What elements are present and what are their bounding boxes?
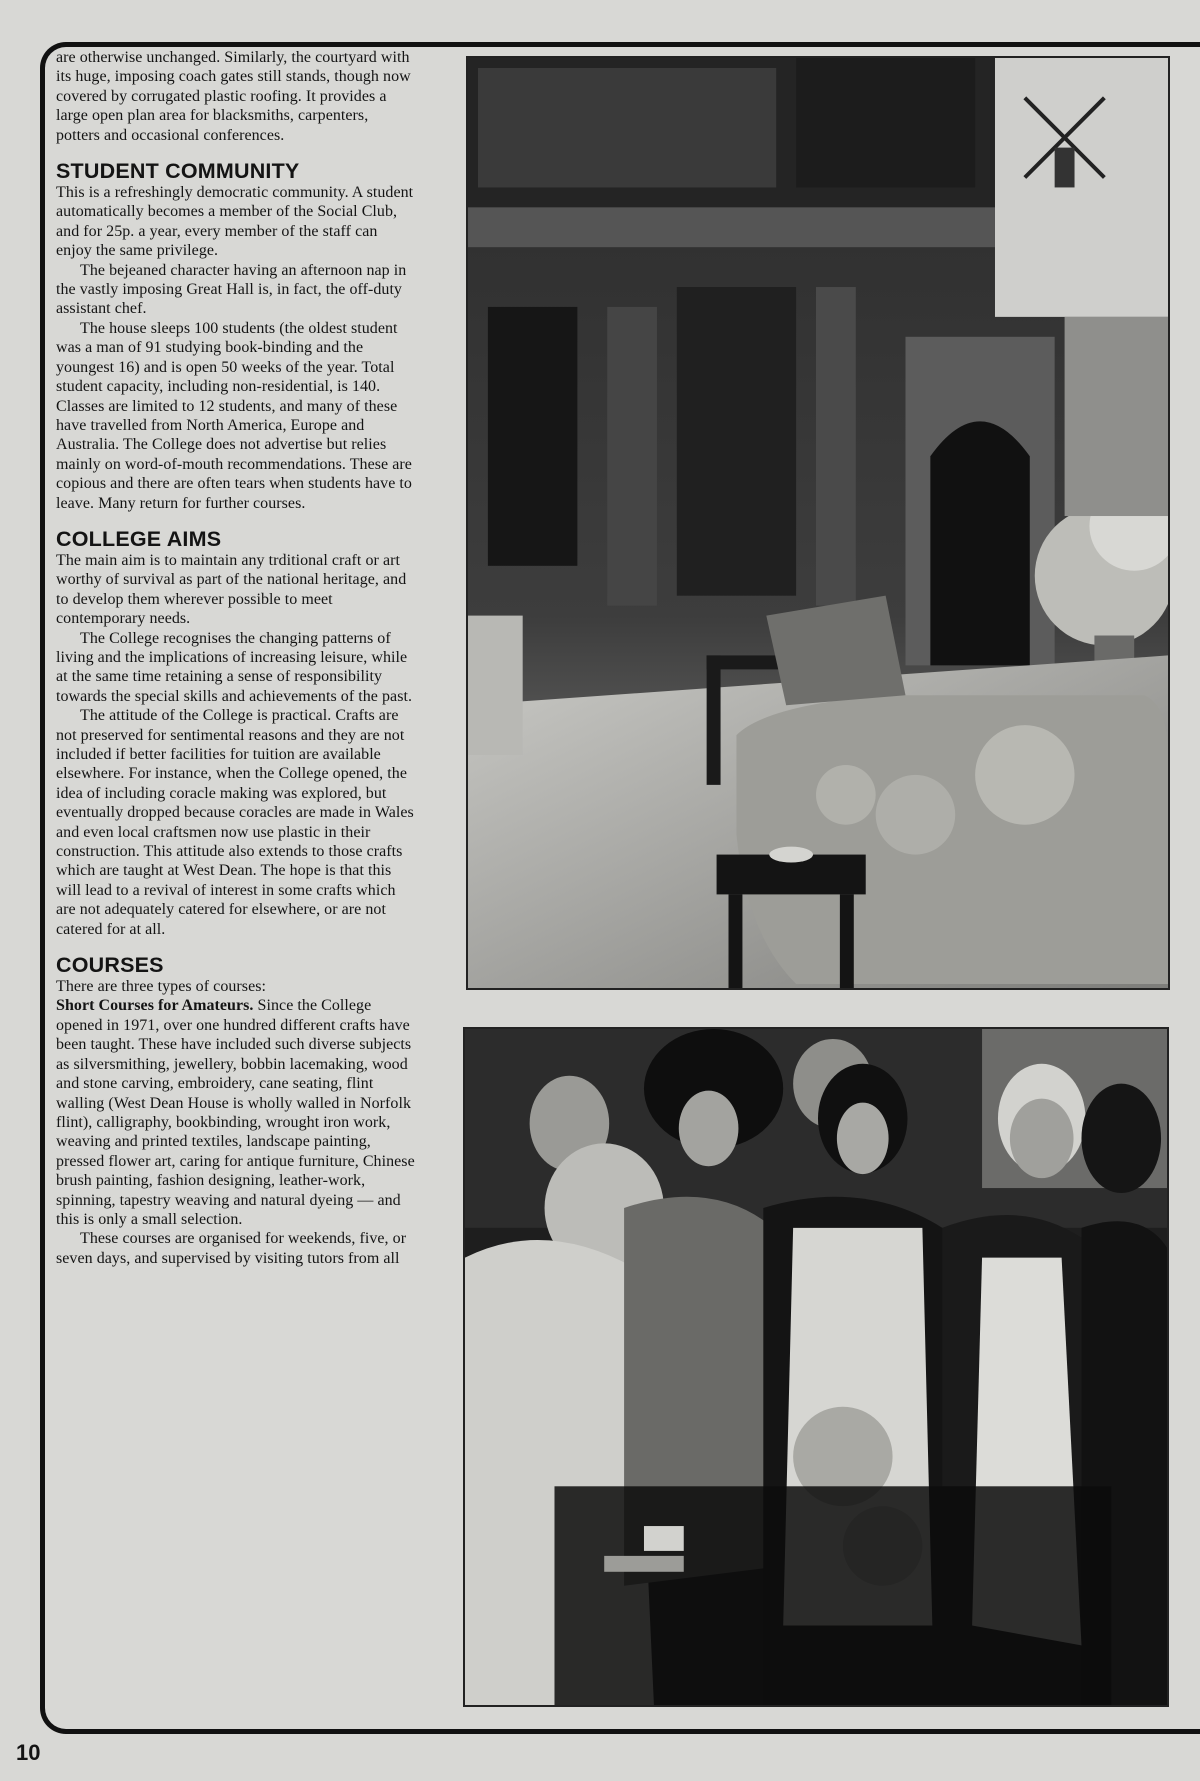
page-number: 10	[16, 1740, 41, 1765]
paragraph: The main aim is to maintain any trditional craft or art worthy of survival as part of the national heritage, and to develop them wherever possible to meet contemporary needs.	[56, 551, 407, 628]
short-courses-lead: Short Courses for Amateurs.	[56, 997, 254, 1015]
paragraph: The house sleeps 100 students (the oldest student was a man of 91 studying book-binding and the youngest 16) and is open 50 weeks of the year. Total student capacity, including non-residential, is 140. Classes are limited to 12 students, and many of these have travelled from North America, Europe and Australia. The College does not advertise but relies mainly on word-of-mouth recommendations. These are copious and there are often tears when students have to leave. Many return for further courses.	[56, 319, 412, 512]
paragraph: The bejeaned character having an afternoon nap in the vastly imposing Great Hall is, in fact, the off-duty assistant chef.	[56, 261, 407, 318]
courses-intro: There are three types of courses:	[56, 978, 266, 996]
craftsmen-illustration	[465, 1029, 1167, 1705]
paragraph: These courses are organised for weekends, five, or seven days, and supervised by visiting tutors from all	[56, 1230, 407, 1267]
great-hall-photo	[466, 56, 1170, 990]
paragraph-body: Since the College opened in 1971, over one hundred different crafts have been taught. These have included such diverse subjects as silversmithing, jewellery, bobbin lacemaking, wood and stone carving, embroidery, cane seating, flint walling (West Dean House is wholly walled in Norfolk flint), calligraphy, bookbinding, wrought iron work, weaving and printed textiles, landscape painting, pressed flower art, caring for antique furniture, Chinese brush painting, fashion designing, leather-work, spinning, tapestry weaving and natural dyeing — and this is only a small selection.	[56, 997, 415, 1228]
paragraph: The College recognises the changing patterns of living and the implications of increasing leisure, while at the same time retaining a sense of responsibility towards the special skills and achievements of the past.	[56, 629, 413, 705]
article-text-column	[56, 48, 416, 1708]
intro-paragraph: are otherwise unchanged. Similarly, the courtyard with its huge, imposing coach gates still stands, though now covered by corrugated plastic roofing. It provides a large open plan area for blacksmiths, carpenters, potters and occasional conferences.	[56, 49, 411, 144]
section-heading-college-aims: COLLEGE AIMS	[56, 526, 222, 551]
craftsmen-group-photo	[463, 1027, 1169, 1707]
paragraph: This is a refreshingly democratic community. A student automatically becomes a member of the Social Club, and for 25p. a year, every member of the staff can enjoy the same privilege.	[56, 184, 414, 260]
paragraph	[56, 996, 416, 1229]
great-hall-illustration	[468, 58, 1168, 988]
section-heading-courses: COURSES	[56, 953, 164, 978]
section-heading-student-community: STUDENT COMMUNITY	[56, 159, 300, 184]
paragraph: The attitude of the College is practical. Crafts are not preserved for sentimental reasons and they are not included if better facilities for tuition are available elsewhere. For instance, when the College opened, the idea of including coracle making was explored, but eventually dropped because coracles are made in Wales and even local craftsmen now use plastic in their construction. This attitude also extends to those crafts which are taught at West Dean. The hope is that this will lead to a revival of interest in some crafts which are not adequately catered for elsewhere, or are not catered for at all.	[56, 707, 414, 938]
